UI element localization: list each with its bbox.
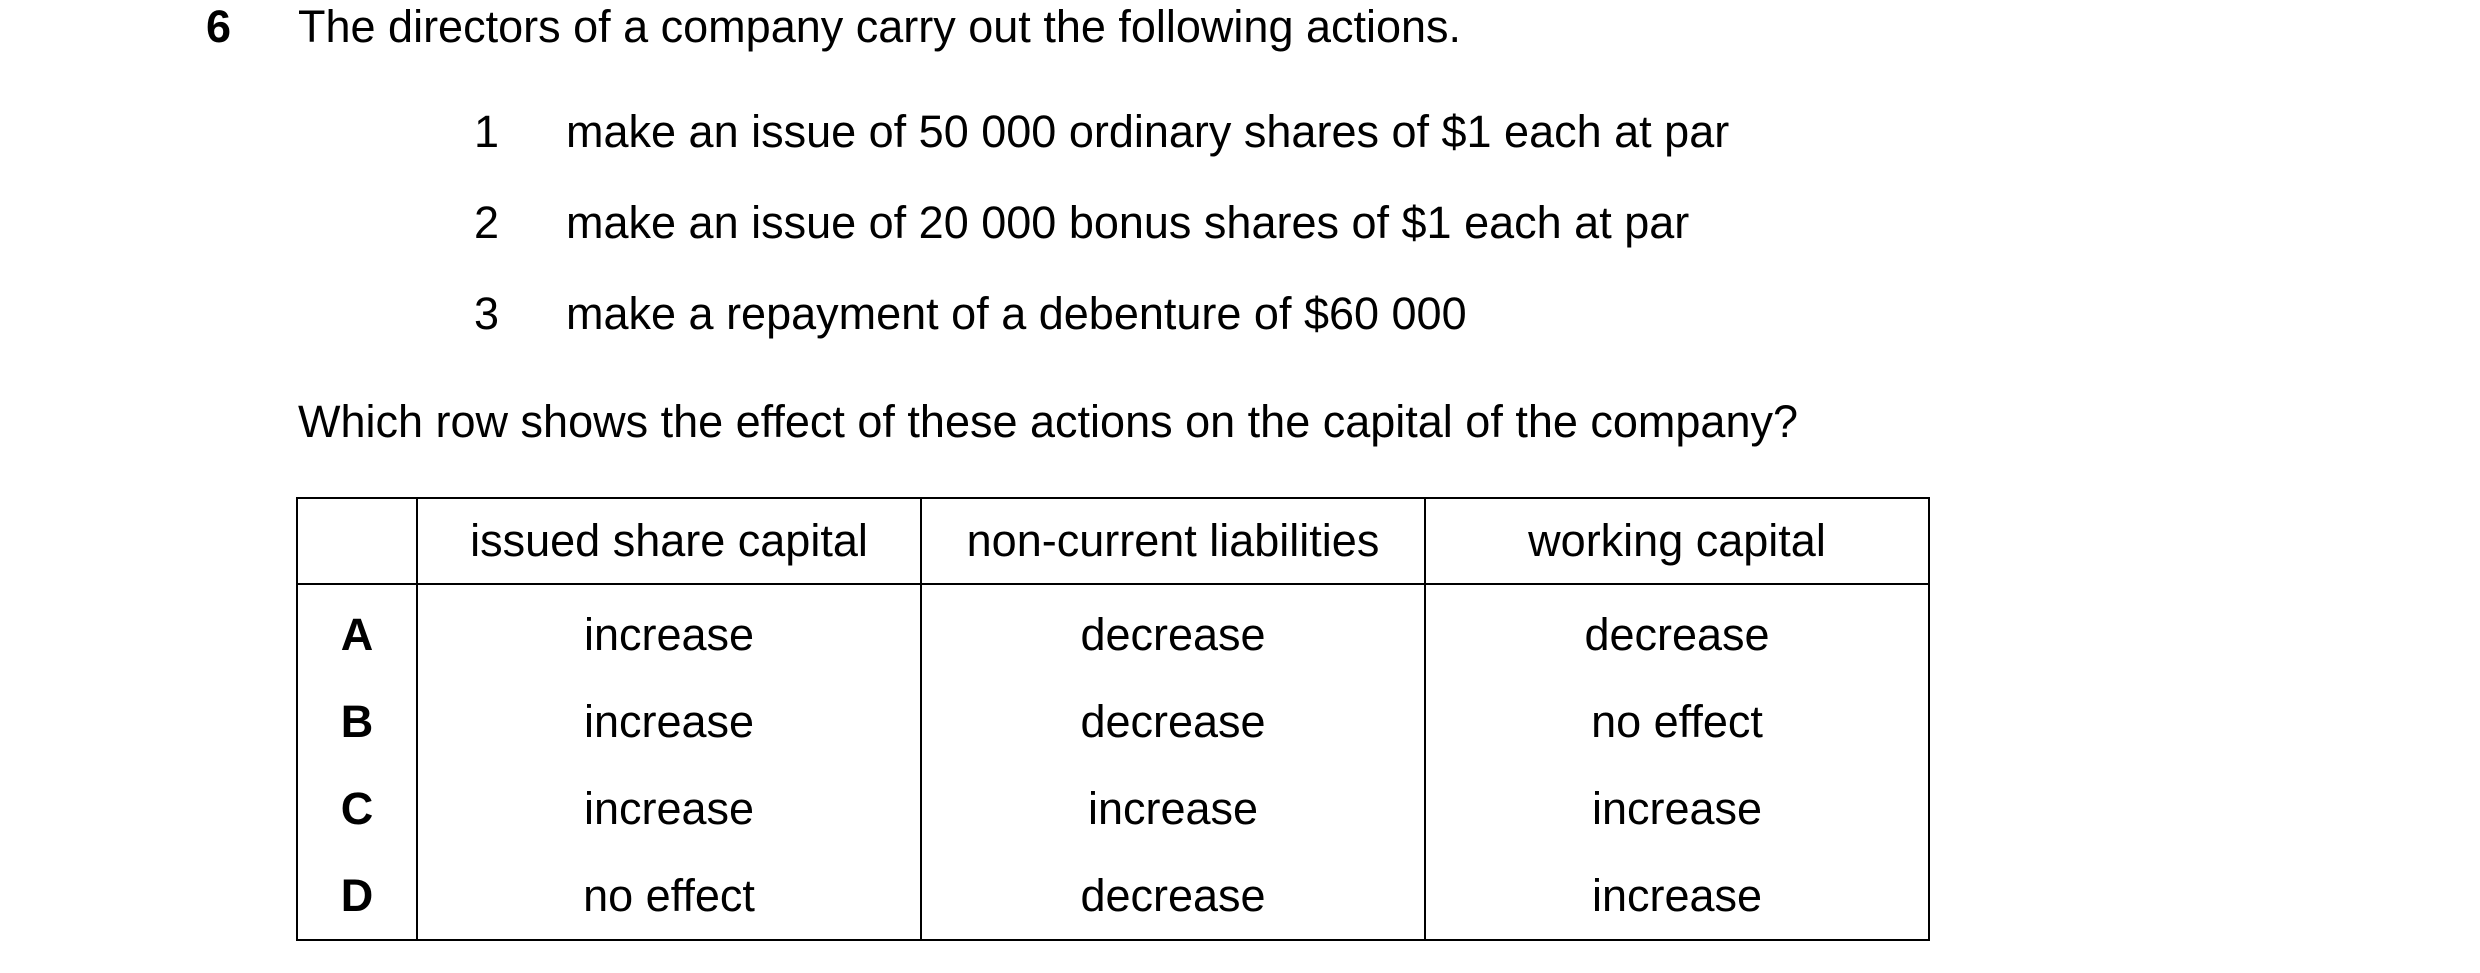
table-row[interactable] <box>297 678 1929 765</box>
action-item <box>474 105 1729 159</box>
table-cell: decrease <box>1425 584 1929 678</box>
header-issued-share-capital: issued share capital <box>417 498 921 584</box>
table-cell: increase <box>417 584 921 678</box>
question-number: 6 <box>206 1 232 52</box>
action-number: 1 <box>474 106 500 157</box>
table-cell: no effect <box>417 852 921 940</box>
table-cell: decrease <box>921 584 1425 678</box>
action-text: make an issue of 20 000 bonus shares of $1 each at par <box>566 197 1690 248</box>
table-row[interactable] <box>297 765 1929 852</box>
header-cell-empty <box>297 498 417 584</box>
table-cell: increase <box>1425 852 1929 940</box>
table-cell: increase <box>921 765 1425 852</box>
answer-options-table <box>296 497 1930 941</box>
option-letter[interactable]: C <box>297 765 417 852</box>
table-row[interactable] <box>297 584 1929 678</box>
table-cell: increase <box>417 678 921 765</box>
action-item <box>474 196 1689 250</box>
header-non-current-liabilities: non-current liabilities <box>921 498 1425 584</box>
question-prompt: Which row shows the effect of these actions on the capital of the company? <box>298 396 1799 447</box>
table-header-row <box>297 498 1929 584</box>
table-cell: decrease <box>921 678 1425 765</box>
action-text: make a repayment of a debenture of $60 000 <box>566 288 1467 339</box>
table-cell: increase <box>417 765 921 852</box>
table-cell: decrease <box>921 852 1425 940</box>
table-row[interactable] <box>297 852 1929 940</box>
option-letter[interactable]: D <box>297 852 417 940</box>
action-number: 2 <box>474 197 500 248</box>
header-working-capital: working capital <box>1425 498 1929 584</box>
action-text: make an issue of 50 000 ordinary shares of $1 each at par <box>566 106 1730 157</box>
option-letter[interactable]: B <box>297 678 417 765</box>
table-cell: no effect <box>1425 678 1929 765</box>
action-number: 3 <box>474 288 500 339</box>
option-letter[interactable]: A <box>297 584 417 678</box>
table-cell: increase <box>1425 765 1929 852</box>
question-stem: The directors of a company carry out the following actions. <box>298 1 1462 52</box>
action-item <box>474 287 1467 341</box>
